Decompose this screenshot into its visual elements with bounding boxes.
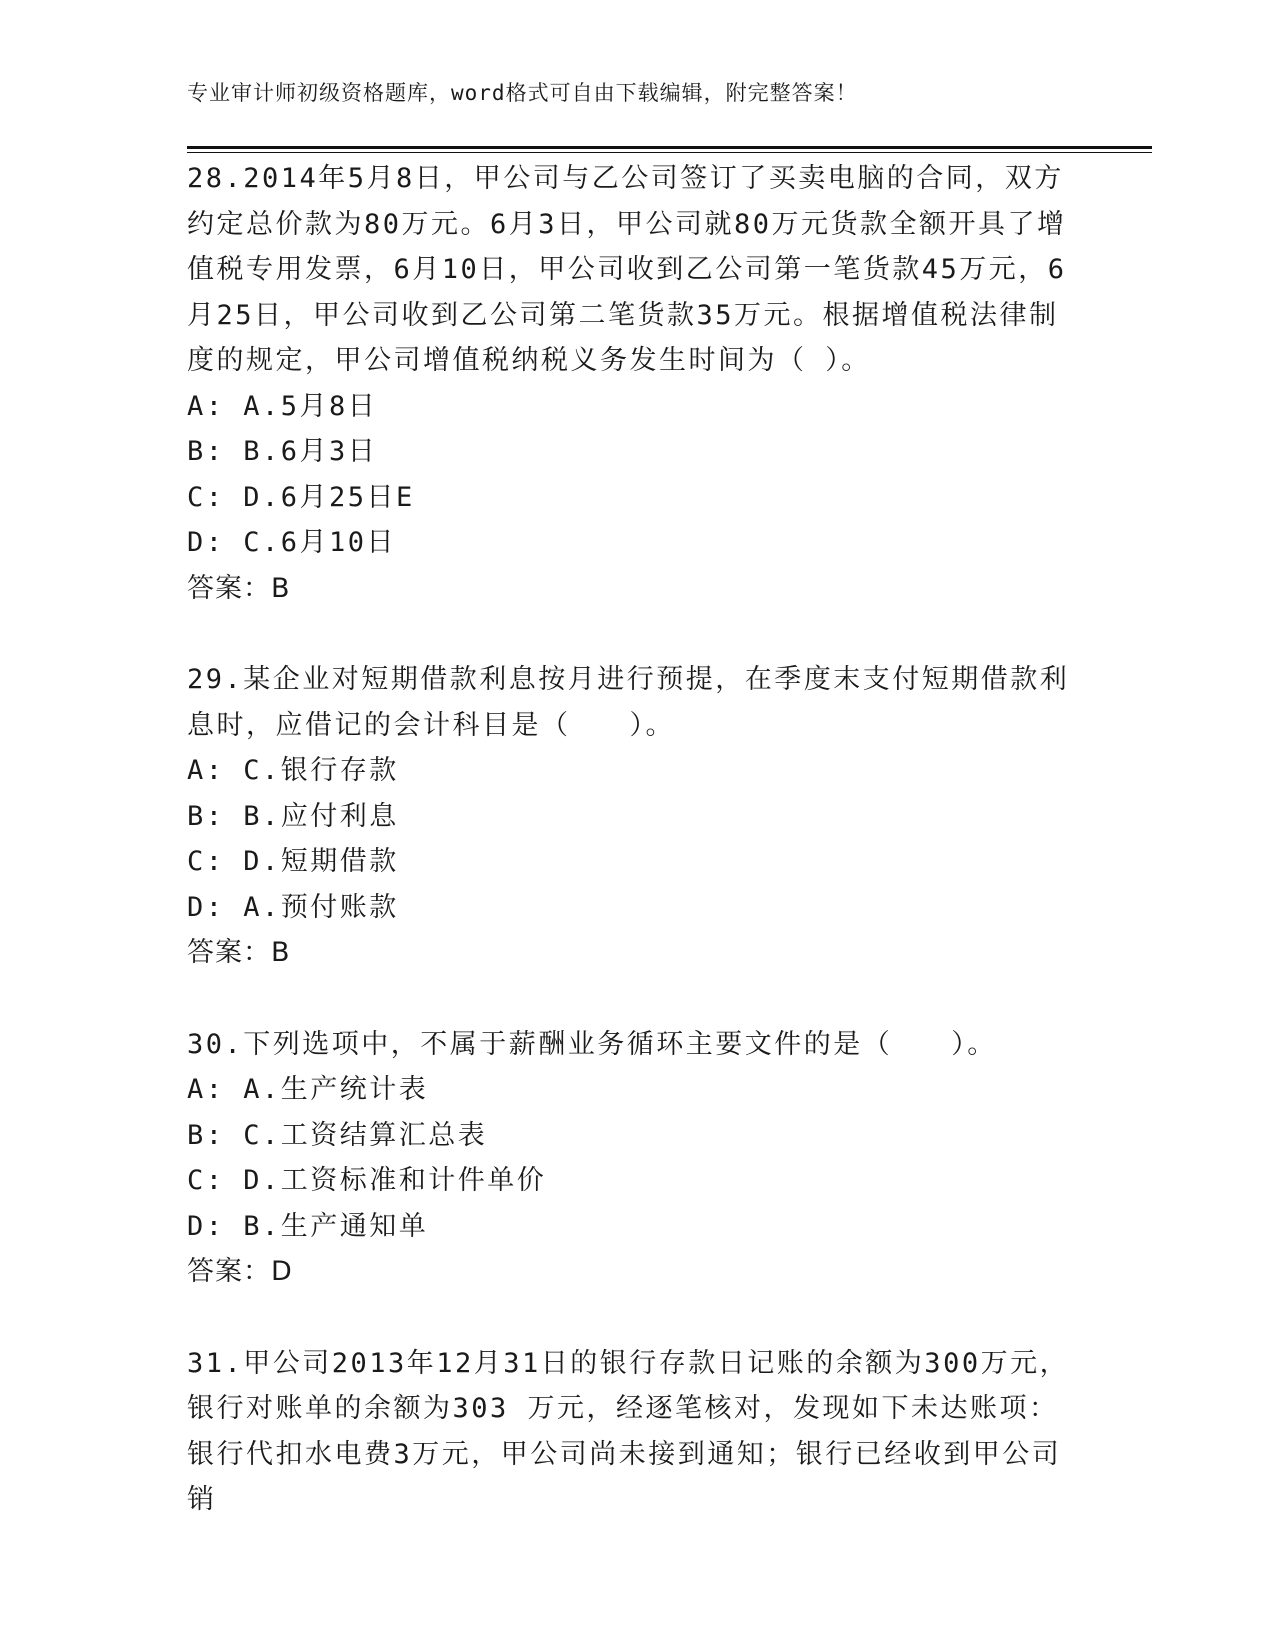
question-list: [187, 156, 1087, 1569]
header-rule-thin: [187, 152, 1152, 153]
question-29: [187, 657, 1087, 976]
question-28: [187, 156, 1087, 611]
question-30: [187, 1022, 1087, 1295]
answer: 答案：B: [187, 572, 291, 604]
option-d: D: C.6月10日: [187, 527, 397, 558]
header-rule-thick: [187, 146, 1152, 149]
option-d: D: A.预付账款: [187, 891, 399, 923]
option-b: B: C.工资结算汇总表: [187, 1119, 488, 1151]
option-c: C: D.6月25日E: [187, 481, 415, 513]
question-stem: 30.下列选项中，不属于薪酬业务循环主要文件的是（ ）。: [187, 1028, 997, 1060]
question-stem: 31.甲公司2013年12月31日的银行存款日记账的余额为300万元，银行对账单的余额为303 万元，经逐笔核对，发现如下未达账项：银行代扣水电费3万元，甲公司尚未接到通知；银行已经收到甲公司销: [187, 1347, 1070, 1515]
question-31: [187, 1341, 1087, 1523]
answer: 答案：D: [187, 1256, 293, 1287]
option-c: C: D.工资标准和计件单价: [187, 1165, 547, 1196]
question-stem: 29.某企业对短期借款利息按月进行预提，在季度末支付短期借款利息时，应借记的会计科目是（ ）。: [187, 664, 1070, 741]
option-c: C: D.短期借款: [187, 846, 399, 877]
option-b: B: B.6月3日: [187, 436, 378, 467]
option-a: A: A.生产统计表: [187, 1074, 429, 1105]
option-a: A: C.银行存款: [187, 755, 399, 786]
answer: 答案：B: [187, 937, 291, 968]
option-d: D: B.生产通知单: [187, 1210, 429, 1242]
option-a: A: A.5月8日: [187, 390, 378, 422]
page-header: 专业审计师初级资格题库，word格式可自由下载编辑，附完整答案！: [187, 81, 858, 105]
question-stem: 28.2014年5月8日，甲公司与乙公司签订了买卖电脑的合同，双方约定总价款为80万元。6月3日，甲公司就80万元货款全额开具了增值税专用发票，6月10日，甲公司收到乙公司第一笔货款45万元，6月25日，甲公司收到乙公司第二笔货款35万元。根据增值税法律制度的规定，甲公司增值税纳税义务发生时间为（ ）。: [187, 163, 1067, 376]
option-b: B: B.应付利息: [187, 800, 399, 832]
